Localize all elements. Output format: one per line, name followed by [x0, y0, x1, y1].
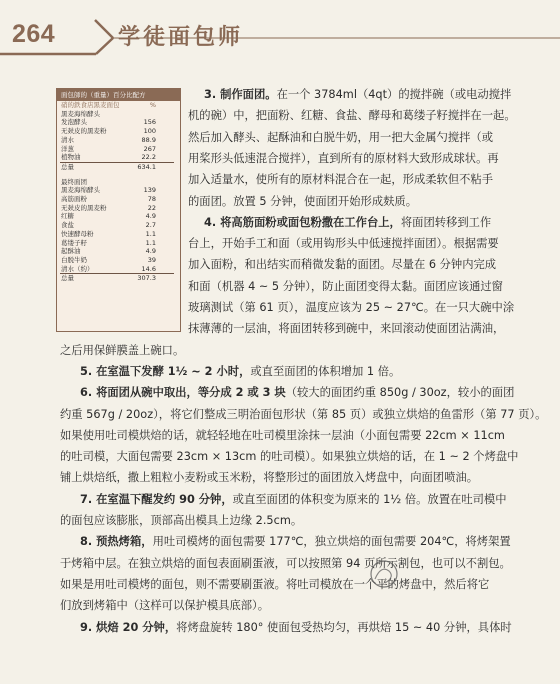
- book-title: 学徒面包师: [118, 25, 244, 50]
- ink-stamp-icon: [367, 557, 401, 591]
- ingredient-name: 无麸皮的黑麦粉: [61, 127, 107, 136]
- sidebar-header-row: [57, 101, 180, 110]
- sidebar-ingredient-row: [57, 247, 180, 256]
- body-line: 加入面粉，和出结实而稍微发黏的面团。尽量在 6 分钟内完成: [188, 258, 497, 272]
- body-line: 如果使用吐司模烘焙的话，就轻轻地在吐司模里涂抹一层油（小面包需要 22cm × 11cm: [60, 428, 505, 442]
- body-line: 于烤箱中层。在独立烘焙的面包表面刷蛋液，可以按照第 94 页所示割包，也可以不割包。: [60, 556, 511, 570]
- body-line: 加入适量水，使所有的原材料混合在一起，形成柔软但不粘手: [188, 173, 494, 187]
- page-number: 264: [12, 20, 56, 48]
- body-line: 用桨形头低速混合搅拌），直到所有的原材料大致形成球状。再: [188, 151, 499, 165]
- total-value: 634.1: [137, 162, 156, 171]
- body-line: [204, 212, 491, 233]
- sidebar-ingredient-row: [57, 186, 180, 195]
- ingredient-name: 快速酵母粉: [61, 229, 94, 238]
- ingredient-percent: 156: [143, 118, 156, 127]
- step-text: （较大的面团约重 850g / 30oz，较小的面团: [285, 386, 515, 400]
- sidebar-total-b: [57, 274, 180, 283]
- step-text: 或直至面团的体积增加 1 倍。: [250, 364, 401, 378]
- ingredient-percent: 1.1: [145, 229, 156, 238]
- sidebar-col-ingredient: 硝的鉄食店黑麦面包: [61, 101, 120, 109]
- ingredient-name: 起酥油: [61, 247, 81, 256]
- header-divider: [0, 0, 560, 64]
- body-line: 的吐司模，大面包需要 23cm × 13cm 的吐司模）。如果独立烘焙的话，在 1 ~ 2 个烤盘中: [60, 450, 519, 464]
- body-line: 如果是用吐司模烤的面包，则不需要刷蛋液。将吐司模放在一个平的烤盘中，然后将它: [60, 577, 490, 591]
- sidebar-ingredient-row: [57, 239, 180, 248]
- sidebar-col-pct: %: [149, 101, 156, 109]
- ingredient-percent: 139: [143, 186, 156, 195]
- step-heading: 9. 烘焙 20 分钟，: [80, 620, 177, 634]
- sidebar-rows-b: [57, 186, 180, 273]
- step-heading: 5. 在室温下发酵 1½ ~ 2 小时，: [80, 364, 251, 378]
- step-text: 在一个 3784ml（4qt）的搅拌碗（或电动搅拌: [276, 88, 512, 101]
- ingredient-name: 无麸皮的黑麦粉: [61, 203, 107, 212]
- ingredient-name: 红糖: [61, 212, 74, 221]
- body-line: 然后加入酵头、起酥油和白脱牛奶，用一把大金属勺搅拌（或: [188, 130, 494, 144]
- ingredient-percent: 4.9: [145, 247, 156, 256]
- step-text: 或直至面团的体积变为原来的 1½ 倍。放置在吐司模中: [232, 492, 507, 506]
- ingredient-name: 发泡酵头: [61, 118, 87, 127]
- total-label: 总量: [61, 274, 74, 283]
- body-line: [80, 361, 400, 382]
- sidebar-ingredient-row: [57, 256, 180, 265]
- sidebar-total-a: [57, 163, 180, 172]
- ingredient-percent: 100: [143, 127, 156, 136]
- body-line: 约重 567g / 20oz），将它们整成三明治面包形状（第 85 页）或独立烘焙的鱼雷形（第 77 页）。: [60, 407, 547, 421]
- body-line: [80, 531, 511, 552]
- sidebar-ingredient-row: [57, 195, 180, 204]
- body-line: 的面团。放置 5 分钟，使面团开始形成麸质。: [188, 194, 418, 208]
- step-heading: 4. 将高筋面粉或面包粉撒在工作台上，: [204, 215, 401, 229]
- ingredient-name: 黑麦海绵酵头: [61, 186, 100, 195]
- step-heading: 3. 制作面团。: [204, 88, 277, 101]
- page-header: [0, 0, 560, 64]
- ingredient-name: 清水: [61, 135, 74, 144]
- total-label: 总量: [61, 162, 74, 171]
- body-line: 玻璃测试（第 61 页），温度应该为 25 ~ 27℃。在一只大碗中涂: [188, 301, 515, 314]
- ingredient-name: 清水（約）: [61, 264, 94, 273]
- step-text: 将烤盘旋转 180° 使面包受热均匀，再烘焙 15 ~ 40 分钟，具体时: [176, 620, 512, 634]
- sidebar-ingredient-row: [57, 212, 180, 221]
- body-line: 抹薄薄的一层油，将面团转移到碗中，来回滚动使面团沾满油，: [188, 322, 505, 336]
- body-line: 和面（机器 4 ~ 5 分钟），防止面团变得太黏。面团应该通过窗: [188, 279, 503, 293]
- step-text: 用吐司模烤的面包需要 177℃，独立烘焙的面包需要 204℃，将烤架置: [152, 535, 511, 549]
- sidebar-rows-a: [57, 110, 180, 162]
- formula-sidebar: [56, 88, 181, 332]
- ingredient-percent: 39: [147, 255, 156, 264]
- body-line: [80, 489, 507, 510]
- body-line: [80, 617, 512, 638]
- ingredient-percent: 14.6: [141, 264, 156, 273]
- sidebar-ingredient-row: [57, 204, 180, 213]
- step-heading: 8. 预热烤箱，: [80, 535, 153, 549]
- body-line: 们放到烤箱中（这样可以保护模具底部）。: [60, 599, 269, 613]
- ingredient-percent: 22.2: [141, 153, 156, 162]
- sidebar-ingredient-row: [57, 153, 180, 162]
- ingredient-percent: 1.1: [145, 238, 156, 247]
- body-line: [80, 382, 514, 403]
- ingredient-percent: 2.7: [145, 221, 156, 230]
- step-text: 将面团转移到工作: [400, 215, 492, 229]
- sidebar-ingredient-row: [57, 127, 180, 136]
- sidebar-ingredient-row: [57, 118, 180, 127]
- sidebar-ingredient-row: [57, 265, 180, 274]
- body-line: 铺上烘焙纸，撒上粗粒小麦粉或玉米粉，将整形过的面团放入烤盘中，向面团喷油。: [60, 471, 478, 485]
- total-value: 307.3: [137, 274, 156, 283]
- sidebar-ingredient-row: [57, 136, 180, 145]
- sidebar-title: 面包師的（重量）百分比配方: [57, 89, 180, 101]
- ingredient-percent: 78: [147, 195, 156, 204]
- section-title: 最终面团: [61, 177, 87, 186]
- ingredient-name: 葛缕子籽: [61, 238, 87, 247]
- ingredient-percent: 267: [143, 144, 156, 153]
- body-line: 机的碗）中，把面粉、红糖、食盐、酵母和葛缕子籽搅拌在一起。: [188, 109, 516, 123]
- ingredient-percent: 88.9: [141, 135, 156, 144]
- body-line: 的面包应该膨胀，顶部高出模具上边缘 2.5cm。: [60, 514, 303, 527]
- body-line: 台上，开始手工和面（或用钩形头中低速搅拌面团）。根据需要: [188, 237, 499, 251]
- ingredient-percent: 22: [147, 203, 156, 212]
- step-heading: 6. 将面团从碗中取出，等分成 2 或 3 块: [80, 386, 286, 400]
- ingredient-name: 食盐: [61, 221, 74, 230]
- ingredient-name: 高筋面粉: [61, 195, 87, 204]
- sidebar-ingredient-row: [57, 230, 180, 239]
- ingredient-name: 植物油: [61, 153, 81, 162]
- ingredient-name: 洋葱: [61, 144, 74, 153]
- ingredient-name: 黑麦海绵酵头: [61, 109, 100, 118]
- sidebar-ingredient-row: [57, 221, 180, 230]
- ingredient-percent: 4.9: [145, 212, 156, 221]
- step-heading: 7. 在室温下醒发约 90 分钟，: [80, 492, 233, 506]
- ingredient-name: 白脱牛奶: [61, 255, 87, 264]
- sidebar-ingredient-row: [57, 145, 180, 154]
- body-line: 之后用保鲜膜盖上碗口。: [60, 343, 185, 357]
- body-line: [204, 84, 511, 105]
